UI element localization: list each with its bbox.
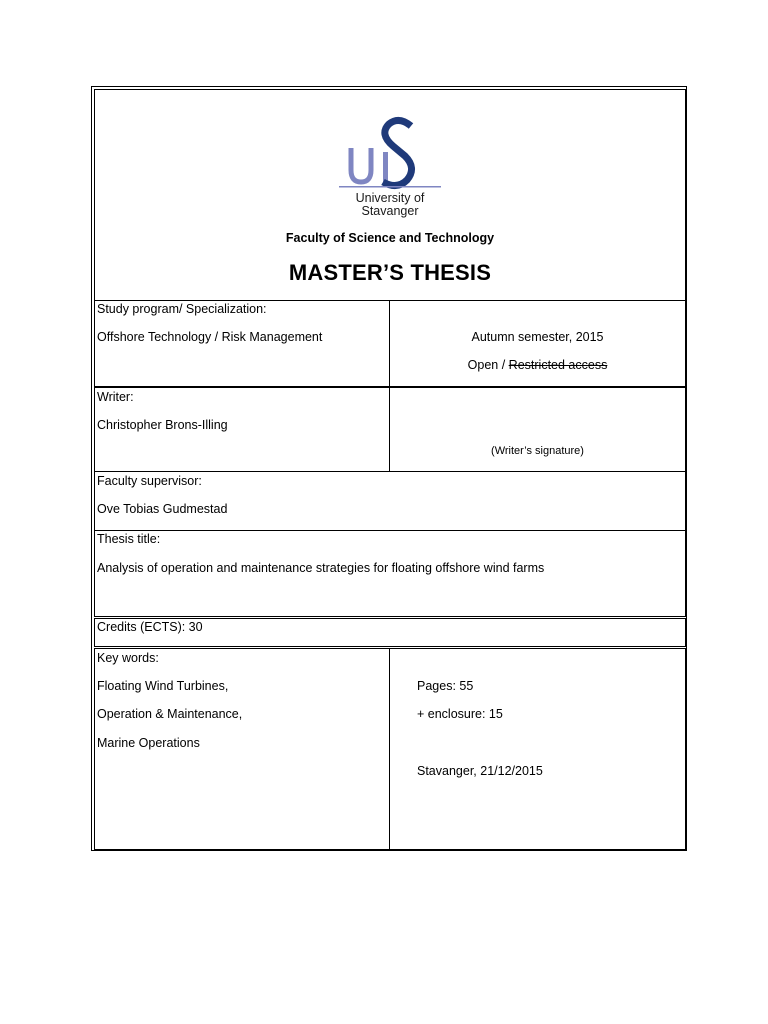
writer-name: Christopher Brons-Illing [97,418,228,432]
document-title: MASTER’S THESIS [288,260,492,285]
supervisor-name: Ove Tobias Gudmestad [97,502,228,516]
logo-rule [339,186,441,188]
keyword-item: Floating Wind Turbines, [97,679,229,693]
access-restricted-label: Restricted access [508,358,608,372]
access-line [389,358,686,372]
keywords-label: Key words: [97,651,159,665]
thesis-title-label: Thesis title: [97,532,161,546]
keyword-item: Operation & Maintenance, [97,707,243,721]
access-open-label: Open / [467,358,509,372]
enclosure-count: + enclosure: 15 [417,707,503,721]
pages-count: Pages: 55 [417,679,474,693]
keyword-item: Marine Operations [97,736,200,750]
supervisor-label: Faculty supervisor: [97,474,202,488]
signature-label: (Writer’s signature) [491,445,584,457]
thesis-title-value: Analysis of operation and maintenance strategies for floating offshore wind farms [97,561,545,575]
university-name-line1: University of [355,191,425,205]
semester-text: Autumn semester, 2015 [471,330,604,344]
signature-cell [389,387,686,472]
university-name-line2: Stavanger [361,204,419,218]
faculty-name: Faculty of Science and Technology [285,231,495,245]
logo-i-mark [383,152,388,182]
writer-label: Writer: [97,390,134,404]
logo-u-mark [351,148,371,182]
credits-label: Credits (ECTS): 30 [97,620,203,634]
study-program-label: Study program/ Specialization: [97,302,267,316]
study-program-value: Offshore Technology / Risk Management [97,330,323,344]
place-date: Stavanger, 21/12/2015 [417,764,543,778]
